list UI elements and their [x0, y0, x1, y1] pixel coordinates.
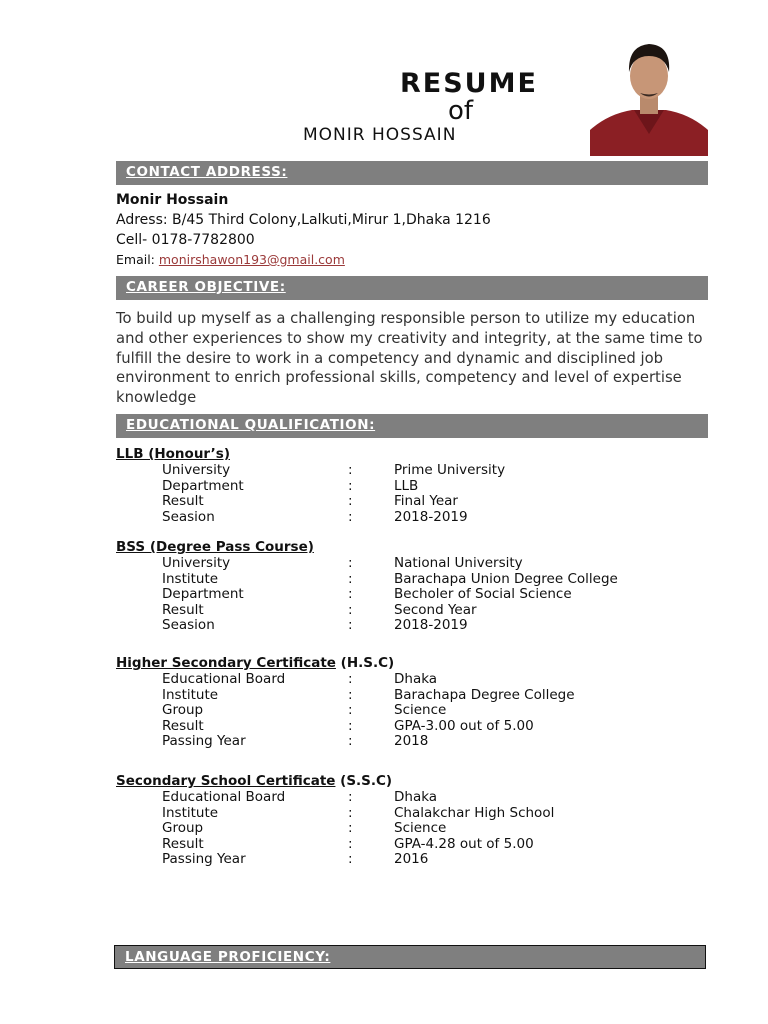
education-row — [162, 718, 682, 734]
profile-photo — [590, 30, 708, 156]
education-row-value: GPA-4.28 out of 5.00 — [394, 835, 534, 852]
education-row-separator: : — [348, 820, 353, 837]
section-contact-address: CONTACT ADDRESS: — [116, 161, 708, 185]
education-row-separator: : — [348, 835, 353, 852]
education-row — [162, 586, 682, 602]
education-degree-abbr: (H.S.C) — [335, 655, 395, 671]
education-row-value: 2018-2019 — [394, 617, 468, 634]
contact-email-line — [116, 252, 345, 267]
education-degree: BSS (Degree Pass Course) — [116, 539, 314, 555]
education-row-separator: : — [348, 686, 353, 703]
education-row-label: Institute — [162, 570, 219, 587]
education-degree-abbr: (S.S.C) — [335, 773, 393, 789]
education-row-value: Science — [394, 702, 447, 719]
section-educational-qualification: EDUCATIONAL QUALIFICATION: — [116, 414, 708, 438]
education-row-value: Science — [394, 820, 447, 837]
education-row-value: Dhaka — [394, 671, 438, 687]
education-row — [162, 789, 682, 805]
education-row-label: Result — [162, 717, 204, 734]
education-row-separator: : — [348, 601, 353, 618]
education-row-label: Seasion — [162, 617, 215, 634]
education-row-separator: : — [348, 804, 353, 821]
education-degree: Higher Secondary Certificate — [116, 655, 336, 671]
education-row-label: Result — [162, 601, 204, 618]
education-degree: LLB (Honour’s) — [116, 446, 230, 462]
education-heading — [116, 773, 392, 789]
email-link[interactable]: monirshawon193@gmail.com — [158, 252, 345, 267]
education-row-value: Barachapa Union Degree College — [394, 570, 618, 587]
education-row-label: Institute — [162, 804, 219, 821]
education-row-separator: : — [348, 702, 353, 719]
education-row-label: University — [162, 555, 231, 571]
education-row-label: Educational Board — [162, 671, 286, 687]
education-row — [162, 836, 682, 852]
contact-name: Monir Hossain — [116, 192, 229, 208]
education-row-value: National University — [394, 555, 523, 571]
education-row-value: 2018 — [394, 733, 429, 750]
education-row-value: 2016 — [394, 851, 429, 868]
education-row-label: Educational Board — [162, 789, 286, 805]
education-row-separator: : — [348, 586, 353, 603]
education-row-separator: : — [348, 493, 353, 510]
education-row-label: Passing Year — [162, 851, 246, 868]
education-row-value: GPA-3.00 out of 5.00 — [394, 717, 534, 734]
education-row-separator: : — [348, 671, 353, 687]
education-row-value: Prime University — [394, 462, 506, 478]
education-row-value: Becholer of Social Science — [394, 586, 572, 603]
resume-of: of — [448, 96, 474, 126]
education-row — [162, 805, 682, 821]
section-language-proficiency: LANGUAGE PROFICIENCY: — [114, 945, 706, 969]
education-row-separator: : — [348, 462, 353, 478]
education-row-label: Group — [162, 702, 204, 719]
education-row-label: University — [162, 462, 231, 478]
education-row-separator: : — [348, 717, 353, 734]
education-row-separator: : — [348, 789, 353, 805]
education-row-label: Group — [162, 820, 204, 837]
person-icon — [590, 30, 708, 156]
education-row-separator: : — [348, 733, 353, 750]
education-row-label: Result — [162, 493, 204, 510]
education-heading — [116, 446, 230, 462]
education-row — [162, 555, 682, 571]
education-row-value: Final Year — [394, 493, 458, 510]
education-row — [162, 509, 682, 525]
education-row-label: Department — [162, 586, 244, 603]
education-row-separator: : — [348, 617, 353, 634]
education-row-label: Result — [162, 835, 204, 852]
education-heading — [116, 539, 314, 555]
education-row — [162, 702, 682, 718]
contact-cell: Cell- 0178-7782800 — [116, 232, 255, 248]
education-row-separator: : — [348, 570, 353, 587]
education-row-label: Department — [162, 477, 244, 494]
education-row — [162, 671, 682, 687]
education-row — [162, 687, 682, 703]
education-row-value: Barachapa Degree College — [394, 686, 575, 703]
education-row-label: Institute — [162, 686, 219, 703]
section-career-objective: CAREER OBJECTIVE: — [116, 276, 708, 300]
education-row-value: LLB — [394, 477, 419, 494]
education-row — [162, 602, 682, 618]
education-row-separator: : — [348, 555, 353, 571]
resume-title: RESUME — [400, 68, 538, 99]
education-row-label: Passing Year — [162, 733, 246, 750]
career-objective-text: To build up myself as a challenging responsible person to utilize my education and other experiences to show my creativity and integrity, at the same time to fulfill the desire to work in a competency and dynamic and disciplined job environment to enrich professional skills, competency and level of expertise knowledge — [116, 310, 703, 407]
education-row — [162, 478, 682, 494]
education-row-separator: : — [348, 851, 353, 868]
resume-name: MONIR HOSSAIN — [303, 125, 457, 145]
contact-address: Adress: B/45 Third Colony,Lalkuti,Mirur 1,Dhaka 1216 — [116, 212, 491, 228]
email-label: Email: — [116, 252, 159, 267]
education-row-value: Second Year — [394, 601, 477, 618]
education-heading — [116, 655, 394, 671]
education-row — [162, 851, 682, 867]
education-row — [162, 571, 682, 587]
education-row — [162, 617, 682, 633]
education-row — [162, 493, 682, 509]
education-row — [162, 733, 682, 749]
education-row-value: Chalakchar High School — [394, 804, 555, 821]
education-degree: Secondary School Certificate — [116, 773, 336, 789]
education-row — [162, 820, 682, 836]
education-row-label: Seasion — [162, 508, 215, 525]
education-row-value: Dhaka — [394, 789, 438, 805]
education-row-separator: : — [348, 477, 353, 494]
education-row-value: 2018-2019 — [394, 508, 468, 525]
education-row — [162, 462, 682, 478]
education-row-separator: : — [348, 508, 353, 525]
